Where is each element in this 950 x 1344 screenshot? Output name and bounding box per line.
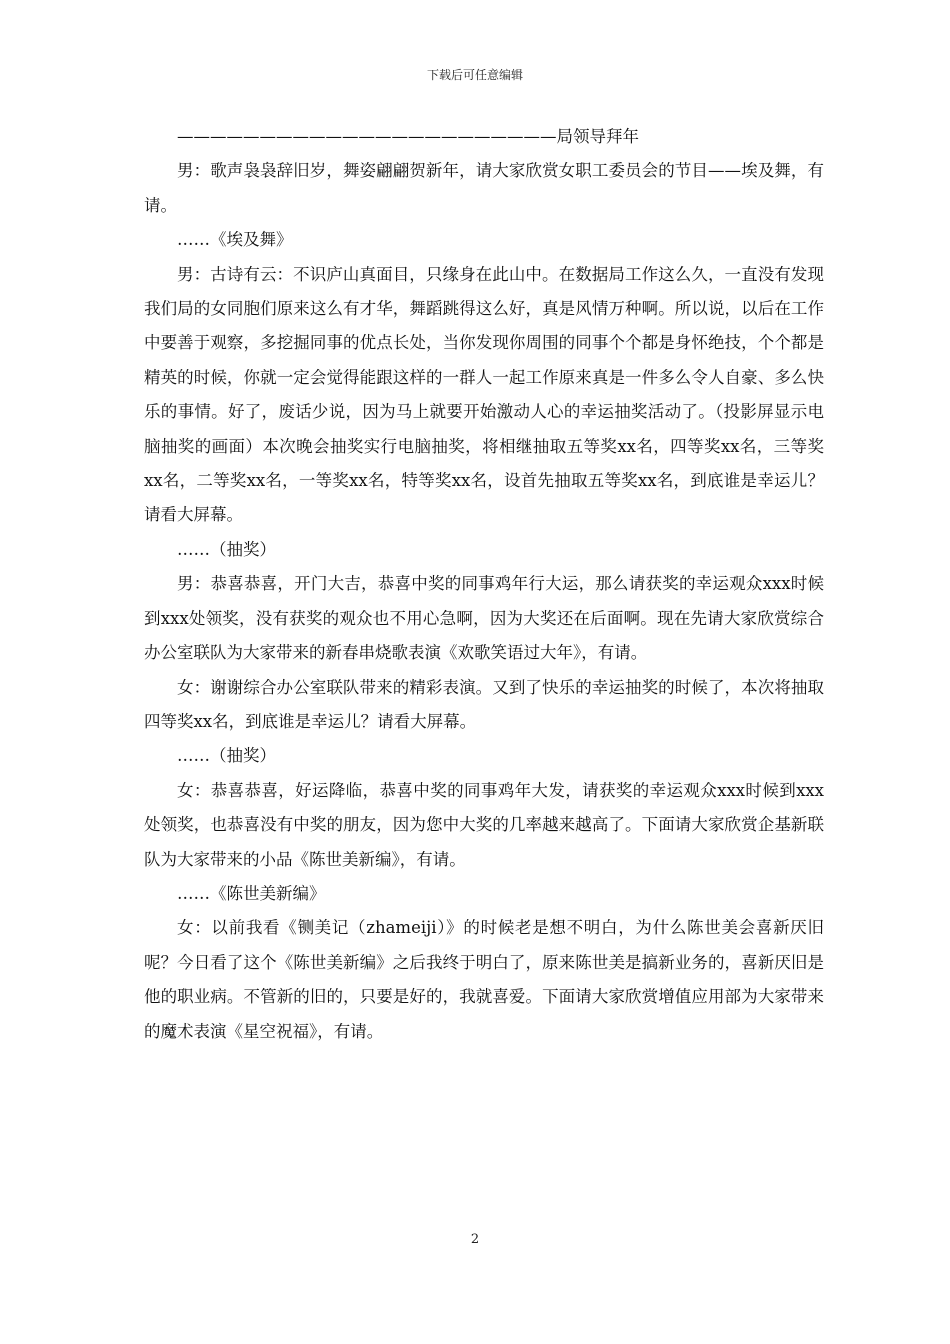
section-rule-line: ———————————————————————局领导拜年 [177, 127, 639, 146]
document-body [144, 120, 824, 1049]
page-number: 2 [470, 1232, 480, 1247]
paragraph: 女：以前我看《铡美记（zhameiji）》的时候老是想不明白，为什么陈世美会喜新厌旧呢？今日看了这个《陈世美新编》之后我终于明白了，原来陈世美是搞新业务的，喜新厌旧是他的职业病。不管新的旧的，只要是好的，我就喜爱。下面请大家欣赏增值应用部为大家带来的魔术表演《星空祝福》，有请。 [144, 918, 824, 1041]
paragraph: 女：谢谢综合办公室联队带来的精彩表演。又到了快乐的幸运抽奖的时候了，本次将抽取四等奖xx名，到底谁是幸运儿？请看大屏幕。 [144, 677, 824, 731]
paragraph: 男：古诗有云：不识庐山真面目，只缘身在此山中。在数据局工作这么久，一直没有发现我们局的女同胞们原来这么有才华，舞蹈跳得这么好，真是风情万种啊。所以说，以后在工作中要善于观察，多挖掘同事的优点长处，当你发现你周围的同事个个都是身怀绝技，个个都是精英的时候，你就一定会觉得能跟这样的一群人一起工作原来真是一件多么令人自豪、多么快乐的事情。好了，废话少说，因为马上就要开始激动人心的幸运抽奖活动了。（投影屏显示电脑抽奖的画面）本次晚会抽奖实行电脑抽奖，将相继抽取五等奖xx名，四等奖xx名，三等奖xx名，二等奖xx名，一等奖xx名，特等奖xx名，设首先抽取五等奖xx名，到底谁是幸运儿？请看大屏幕。 [144, 264, 824, 525]
paragraph: ……（抽奖） [177, 746, 276, 766]
paragraph: ……《陈世美新编》 [177, 883, 326, 903]
paragraph: 男：恭喜恭喜，开门大吉，恭喜中奖的同事鸡年行大运，那么请获奖的幸运观众xxx时候到xxx处领奖，没有获奖的观众也不用心急啊，因为大奖还在后面啊。现在先请大家欣赏综合办公室联队为大家带来的新春串烧歌表演《欢歌笑语过大年》，有请。 [144, 574, 824, 663]
paragraph: ……《埃及舞》 [177, 230, 293, 250]
paragraph: 女：恭喜恭喜，好运降临，恭喜中奖的同事鸡年大发，请获奖的幸运观众xxx时候到xxx处领奖，也恭喜没有中奖的朋友，因为您中大奖的几率越来越高了。下面请大家欣赏企基新联队为大家带来的小品《陈世美新编》，有请。 [144, 780, 824, 869]
paragraph: 男：歌声袅袅辞旧岁，舞姿翩翩贺新年，请大家欣赏女职工委员会的节目——埃及舞，有请。 [144, 161, 824, 215]
page-header: 下载后可任意编辑 [426, 68, 523, 82]
paragraph: ……（抽奖） [177, 539, 276, 559]
